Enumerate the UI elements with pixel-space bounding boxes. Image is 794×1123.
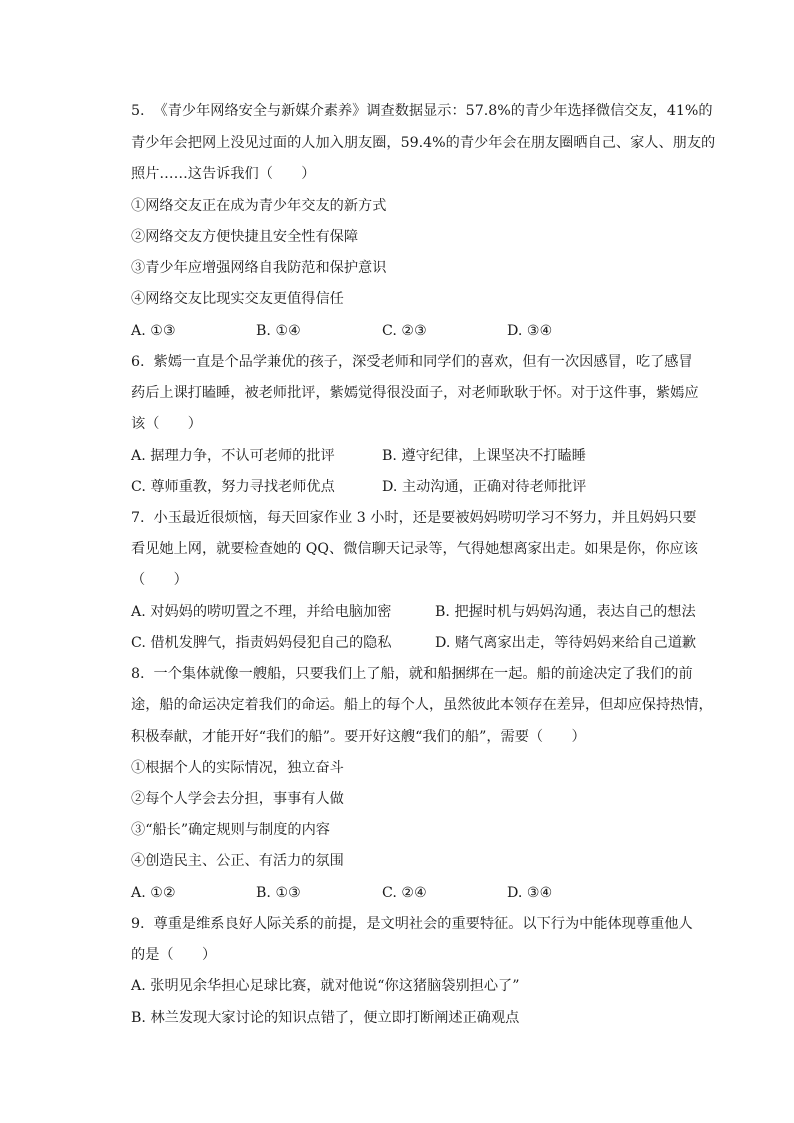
q5-stem-line-3: 照片……这告诉我们（ ） bbox=[131, 166, 316, 182]
q5-stem-line-2: 青少年会把网上没见过面的人加入朋友圈，59.4%的青少年会在朋友圈晒自己、家人、朋友的 bbox=[131, 135, 716, 151]
q5-statement-2: ②网络交友方便快捷且安全性有保障 bbox=[131, 229, 359, 245]
q9-option-b: B. 林兰发现大家讨论的知识点错了，便立即打断阐述正确观点 bbox=[131, 1010, 520, 1026]
q5-statement-1: ①网络交友正在成为青少年交友的新方式 bbox=[131, 198, 387, 214]
q7-stem-line-1: 7. 小玉最近很烦恼，每天回家作业 3 小时，还是要被妈妈唠叨学习不努力，并且妈妈只要 bbox=[131, 510, 697, 526]
q8-statement-2: ②每个人学会去分担，事事有人做 bbox=[131, 791, 344, 807]
q6-stem-line-1: 6. 紫嫣一直是个品学兼优的孩子，深受老师和同学们的喜欢，但有一次因感冒，吃了感冒 bbox=[131, 354, 693, 370]
q5-option-d: D. ③④ bbox=[507, 323, 553, 339]
q5-option-c: C. ②③ bbox=[382, 323, 427, 339]
q8-option-d: D. ③④ bbox=[507, 885, 553, 901]
q8-stem-line-2: 途，船的命运决定着我们的命运。船上的每个人，虽然彼此本领存在差异，但却应保持热情， bbox=[131, 697, 713, 713]
q8-stem-line-3: 积极奉献，才能开好“我们的船”。要开好这艘“我们的船”，需要（ ） bbox=[131, 729, 586, 745]
q7-option-d: D. 赌气离家出走，等待妈妈来给自己道歉 bbox=[435, 635, 697, 651]
q7-stem-line-2: 看见她上网，就要检查她的 QQ、微信聊天记录等，气得她想离家出走。如果是你，你应该 bbox=[131, 541, 698, 557]
q8-option-b: B. ①③ bbox=[256, 885, 301, 901]
q5-option-a: A. ①③ bbox=[131, 323, 176, 339]
q6-option-a: A. 据理力争，不认可老师的批评 bbox=[131, 448, 335, 464]
q6-stem-line-3: 该（ ） bbox=[131, 416, 202, 432]
q5-statement-3: ③青少年应增强网络自我防范和保护意识 bbox=[131, 260, 387, 276]
q9-stem-line-2: 的是（ ） bbox=[131, 947, 217, 963]
q7-option-a: A. 对妈妈的唠叨置之不理，并给电脑加密 bbox=[131, 604, 392, 620]
q8-statement-4: ④创造民主、公正、有活力的氛围 bbox=[131, 853, 344, 869]
q5-option-b: B. ①④ bbox=[256, 323, 301, 339]
q6-option-b: B. 遵守纪律，上课坚决不打瞌睡 bbox=[382, 448, 586, 464]
q7-option-c: C. 借机发脾气，指责妈妈侵犯自己的隐私 bbox=[131, 635, 392, 651]
q8-statement-1: ①根据个人的实际情况，独立奋斗 bbox=[131, 760, 344, 776]
q6-option-c: C. 尊师重教，努力寻找老师优点 bbox=[131, 479, 335, 495]
q9-stem-line-1: 9. 尊重是维系良好人际关系的前提，是文明社会的重要特征。以下行为中能体现尊重他人 bbox=[131, 916, 693, 932]
q6-stem-line-2: 药后上课打瞌睡，被老师批评，紫嫣觉得很没面子，对老师耿耿于怀。对于这件事，紫嫣应 bbox=[131, 385, 699, 401]
q8-statement-3: ③“船长”确定规则与制度的内容 bbox=[131, 822, 330, 838]
q7-option-b: B. 把握时机与妈妈沟通，表达自己的想法 bbox=[435, 604, 696, 620]
q7-stem-line-3: （ ） bbox=[131, 572, 188, 588]
q8-option-c: C. ②④ bbox=[382, 885, 427, 901]
q5-stem-line-1: 5. 《青少年网络安全与新媒介素养》调查数据显示：57.8%的青少年选择微信交友，41%的 bbox=[131, 103, 713, 119]
q8-stem-line-1: 8. 一个集体就像一艘船，只要我们上了船，就和船捆绑在一起。船的前途决定了我们的前 bbox=[131, 666, 693, 682]
q6-option-d: D. 主动沟通，正确对待老师批评 bbox=[382, 479, 587, 495]
q8-option-a: A. ①② bbox=[131, 885, 176, 901]
q9-option-a: A. 张明见余华担心足球比赛，就对他说“你这猪脑袋别担心了” bbox=[131, 978, 520, 994]
q5-statement-4: ④网络交友比现实交友更值得信任 bbox=[131, 291, 344, 307]
